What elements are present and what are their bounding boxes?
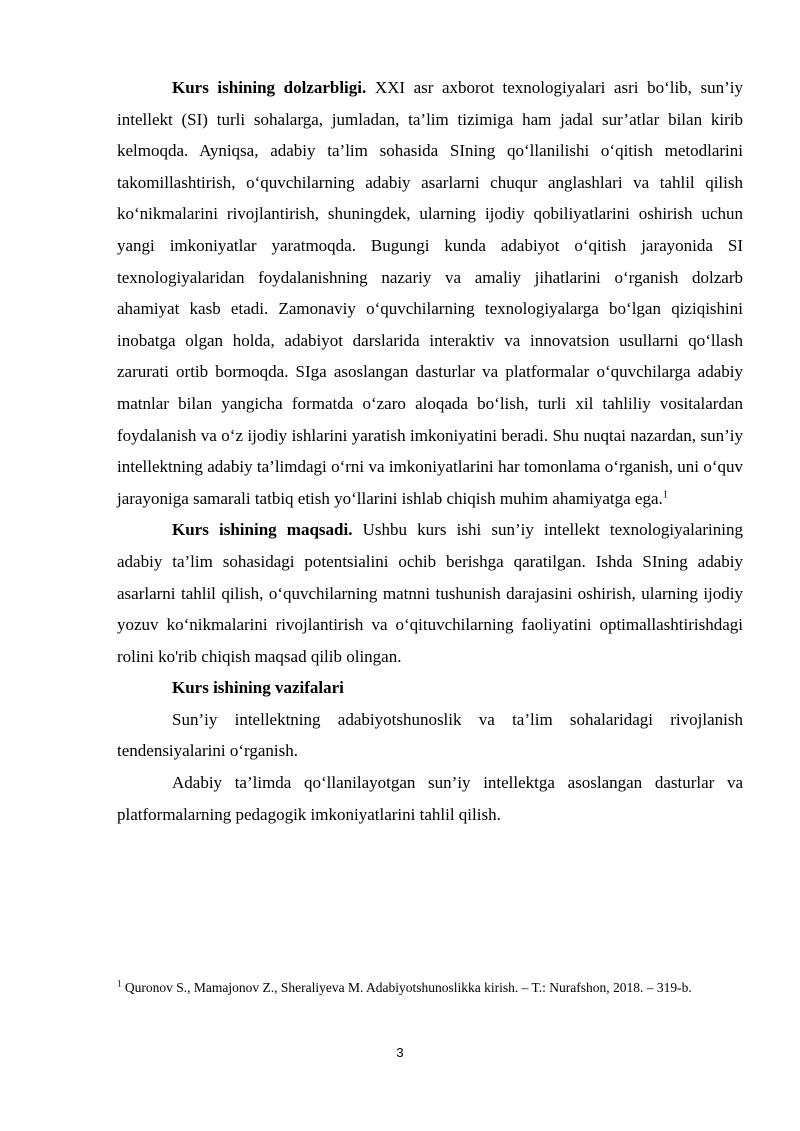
footnote-text: Quronov S., Mamajonov Z., Sheraliyeva M. Adabiyotshunoslikka kirish. – T.: Nurafshon, 2018. – 319-b. bbox=[121, 980, 692, 995]
relevance-text: XXI asr axborot texnologiyalari asri bo‘lib, sun’iy intellekt (SI) turli sohalarga, jumladan, ta’lim tizimiga ham jadal sur’atlar bilan kirib kelmoqda. Ayniqsa, adabiy ta’lim sohasida SIning qo‘llanilishi o‘qitish metodlarini takomillashtirish, o‘quvchilarning adabiy asarlarni chuqur anglashlari va tahlil qilish ko‘nikmalarini rivojlantirish, shuningdek, ularning ijodiy qobiliyatlarini oshirish uchun yangi imkoniyatlar yaratmoqda. Bugungi kunda adabiyot o‘qitish jarayonida SI texnologiyalaridan foydalanishning nazariy va amaliy jihatlarini o‘rganish dolzarb ahamiyat kasb etadi. Zamonaviy o‘quvchilarning texnologiyalarga bo‘lgan qiziqishini inobatga olgan holda, adabiyot darslarida interaktiv va innovatsion usullarni qo‘llash zarurati ortib bormoqda. SIga asoslangan dasturlar va platformalar o‘quvchilarga adabiy matnlar bilan yangicha formatda o‘zaro aloqada bo‘lish, turli xil tahliliy vositalardan foydalanish va o‘z ijodiy ishlarini yaratish imkoniyatini beradi. Shu nuqtai nazardan, sun’iy intellektning adabiy ta’limdagi o‘rni va imkoniyatlarini har tomonlama o‘rganish, uni o‘quv jarayoniga samarali tatbiq etish yo‘llarini ishlab chiqish muhim ahamiyatga ega. bbox=[117, 78, 743, 508]
paragraph-goal bbox=[117, 514, 743, 672]
task-item: Adabiy ta’limda qo‘llanilayotgan sun’iy intellektga asoslangan dasturlar va platformalarning pedagogik imkoniyatlarini tahlil qilish. bbox=[117, 773, 743, 824]
footnote-number: 1 bbox=[117, 978, 122, 989]
tasks-heading: Kurs ishining vazifalari bbox=[172, 678, 344, 698]
footnote bbox=[117, 977, 743, 999]
paragraph-relevance bbox=[117, 72, 743, 514]
goal-heading: Kurs ishining maqsadi. bbox=[172, 520, 353, 540]
relevance-heading: Kurs ishining dolzarbligi. bbox=[172, 78, 367, 97]
goal-text: Ushbu kurs ishi sun’iy intellekt texnologiyalarining adabiy ta’lim sohasidagi potentsialini ochib berishga qaratilgan. Ishda SIning adabiy asarlarni tahlil qilish, o‘quvchilarning matnni tushunish darajasini oshirish, ularning ijodiy yozuv ko‘nikmalarini rivojlantirish va o‘qituvchilarning faoliyatini optimallashtirishdagi rolini ko'rib chiqish maqsad qilib olingan. bbox=[117, 520, 743, 666]
page-number: 3 bbox=[396, 1045, 404, 1060]
task-item: Sun’iy intellektning adabiyotshunoslik va ta’lim sohalaridagi rivojlanish tendensiyalarini o‘rganish. bbox=[117, 709, 743, 761]
footnote-reference[interactable]: 1 bbox=[662, 489, 668, 501]
document-body bbox=[117, 72, 743, 830]
